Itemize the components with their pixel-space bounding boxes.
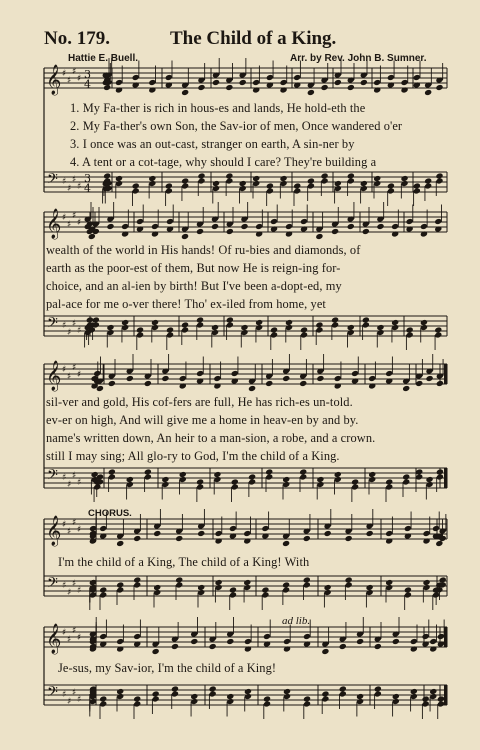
- system-2-treble-note: [106, 223, 114, 230]
- system-5-treble-note: [190, 638, 198, 645]
- system-3-key-signature: ♯: [62, 473, 67, 483]
- system-1-time-sig: 3: [84, 68, 91, 81]
- system-1-treble-note: [165, 81, 173, 88]
- system-3-treble-note: [334, 382, 342, 389]
- verse-2-line-3: ev-er on high, And will give me a home in heav-en by and by.: [46, 413, 359, 427]
- system-4-treble-note: [422, 537, 430, 544]
- verse-1-line-2: wealth of the world in His hands! Of ru-bies and diamonds, of: [46, 243, 361, 257]
- system-3-treble-note: [351, 377, 359, 384]
- system-2-key-signature: ♯: [77, 326, 82, 336]
- system-1-treble-note: [320, 84, 328, 91]
- system-3-treble-note: [368, 382, 376, 389]
- system-2-treble-note: [211, 223, 219, 230]
- system-4-key-signature: ♯: [62, 581, 67, 591]
- system-2-treble-note: [331, 228, 339, 235]
- system-3-treble-note: [385, 377, 393, 384]
- system-3-treble-note: [425, 375, 433, 382]
- system-3-final-bar: [444, 364, 447, 384]
- system-3-treble-note: [144, 380, 152, 387]
- system-2-key-signature: ♯: [72, 211, 77, 221]
- system-1-treble-note: [293, 81, 301, 88]
- system-2-treble-note: [376, 223, 384, 230]
- system-4-key-signature: ♯: [77, 525, 82, 535]
- system-5-bass-clef: 𝄢: [47, 684, 58, 704]
- system-1-treble-note: [400, 86, 408, 93]
- system-4-key-signature: ♯: [72, 518, 77, 528]
- system-5-treble-note: [244, 645, 252, 652]
- system-2-treble-clef: 𝄞: [46, 209, 62, 239]
- system-1-treble-note: [181, 89, 189, 96]
- system-1-treble-note: [225, 84, 233, 91]
- system-1-treble-note: [212, 79, 220, 86]
- system-5-treble-note: [392, 638, 400, 645]
- system-2-treble-note: [270, 225, 278, 232]
- system-5-treble-clef: 𝄞: [46, 624, 62, 654]
- system-2-treble-note: [285, 230, 293, 237]
- system-2-key-signature: ♯: [62, 321, 67, 331]
- system-5-treble-note: [303, 640, 311, 647]
- system-4-treble-note: [303, 535, 311, 542]
- system-2-treble-note: [166, 225, 174, 232]
- system-2-bass-clef: 𝄢: [47, 315, 58, 335]
- system-5-treble-note: [339, 643, 347, 650]
- chorus-marker: CHORUS.: [88, 508, 132, 519]
- system-4-treble-note: [197, 530, 205, 537]
- system-3-treble-note: [316, 375, 324, 382]
- system-2-treble-note: [347, 223, 355, 230]
- system-1-treble-note: [279, 86, 287, 93]
- system-1-key-signature: ♯: [67, 76, 72, 86]
- system-5-final-bar: [444, 685, 447, 705]
- system-1-treble-note: [387, 81, 395, 88]
- system-2-treble-note: [362, 228, 370, 235]
- system-2-treble-note: [420, 230, 428, 237]
- system-5-key-signature: ♯: [62, 690, 67, 700]
- system-2-key-signature: ♯: [62, 213, 67, 223]
- system-3-key-signature: ♯: [77, 370, 82, 380]
- system-4-treble-note: [153, 530, 161, 537]
- system-1-bass-clef: 𝄢: [47, 171, 58, 191]
- system-1-treble-note: [373, 86, 381, 93]
- system-4-key-signature: ♯: [72, 579, 77, 589]
- system-4-key-signature: ♯: [67, 527, 72, 537]
- system-1-treble-note: [424, 89, 432, 96]
- system-1-treble-note: [148, 86, 156, 93]
- system-1-treble-note: [132, 81, 140, 88]
- system-5-treble-note: [99, 640, 107, 647]
- system-2-key-signature: ♯: [72, 319, 77, 329]
- system-5-treble-note: [263, 640, 271, 647]
- system-1-key-signature: ♯: [77, 182, 82, 192]
- system-5-treble-note: [283, 645, 291, 652]
- system-3-key-signature: ♯: [72, 471, 77, 481]
- verse-3-line-3: name's written down, An heir to a man-sion, a robe, and a crown.: [46, 431, 376, 445]
- system-4-treble-note: [404, 532, 412, 539]
- system-3-treble-note: [231, 377, 239, 384]
- system-1-key-signature: ♯: [72, 67, 77, 77]
- system-1-key-signature: ♯: [67, 184, 72, 194]
- system-4-treble-clef: 𝄞: [46, 516, 62, 546]
- verse-2-line-2: earth as the poor-est of them, But now He is reign-ing for-: [46, 261, 341, 275]
- system-1-treble-note: [413, 81, 421, 88]
- system-1-time-sig: 4: [84, 182, 91, 195]
- system-4-key-signature: ♯: [62, 520, 67, 530]
- system-4-treble-note: [282, 540, 290, 547]
- hymn-number: No. 179.: [44, 28, 110, 49]
- system-5-treble-note: [422, 640, 430, 647]
- hymn-author: Hattie E. Buell.: [68, 53, 139, 64]
- system-3-key-signature: ♯: [77, 478, 82, 488]
- system-4-key-signature: ♯: [67, 588, 72, 598]
- system-5-treble-note: [116, 645, 124, 652]
- system-3-treble-note: [108, 380, 116, 387]
- system-4-treble-note: [366, 530, 374, 537]
- system-2-treble-note: [255, 230, 263, 237]
- system-3-treble-note: [299, 380, 307, 387]
- system-1-treble-clef: 𝄞: [46, 65, 62, 95]
- system-3-key-signature: ♯: [67, 480, 72, 490]
- system-4-key-signature: ♯: [77, 586, 82, 596]
- system-4-treble-note: [175, 535, 183, 542]
- system-3-treble-note: [248, 385, 256, 392]
- ad-lib-marking: ad lib.: [282, 615, 311, 627]
- system-4-treble-note: [385, 537, 393, 544]
- chorus-line-2: Je-sus, my Sav-ior, I'm the child of a King!: [58, 661, 277, 675]
- hymn-arranger: Arr. by Rev. John B. Sumner.: [290, 53, 427, 64]
- system-2-treble-note: [300, 225, 308, 232]
- system-2-treble-note: [406, 225, 414, 232]
- system-5-treble-note: [152, 648, 160, 655]
- system-5-key-signature: ♯: [72, 688, 77, 698]
- system-5-key-signature: ♯: [77, 633, 82, 643]
- system-4-treble-note: [116, 540, 124, 547]
- system-1-treble-note: [435, 84, 443, 91]
- system-2-treble-note: [196, 228, 204, 235]
- system-1-treble-note: [347, 84, 355, 91]
- system-1-treble-note: [197, 84, 205, 91]
- system-1-treble-note: [334, 79, 342, 86]
- system-4-treble-note: [261, 532, 269, 539]
- system-3-bass-clef: 𝄢: [47, 467, 58, 487]
- system-1-treble-note: [360, 79, 368, 86]
- system-3-treble-note: [265, 380, 273, 387]
- system-1-treble-note: [307, 89, 315, 96]
- system-2-treble-note: [240, 223, 248, 230]
- verse-2-line-1: 2. My Fa-ther's own Son, the Sav-ior of men, Once wandered o'er: [70, 119, 403, 133]
- system-5-treble-note: [437, 640, 445, 647]
- system-5-treble-note: [356, 638, 364, 645]
- system-5-treble-note: [410, 645, 418, 652]
- system-2-treble-note: [136, 225, 144, 232]
- system-4-bass-clef: 𝄢: [47, 575, 58, 595]
- system-2-treble-note: [121, 230, 129, 237]
- system-3-treble-clef: 𝄞: [46, 361, 62, 391]
- hymn-title: The Child of a King.: [170, 28, 337, 49]
- system-1-key-signature: ♯: [72, 175, 77, 185]
- system-5-treble-note: [321, 648, 329, 655]
- system-4-treble-note: [99, 532, 107, 539]
- system-2-treble-note: [226, 228, 234, 235]
- system-2-treble-note: [315, 233, 323, 240]
- verse-4-line-3: still I may sing; All glo-ry to God, I'm the child of a King.: [46, 449, 340, 463]
- system-2-treble-note: [434, 225, 442, 232]
- system-3-treble-note: [213, 382, 221, 389]
- chorus-line-1: I'm the child of a King, The child of a King! With: [58, 555, 310, 569]
- system-5-key-signature: ♯: [72, 626, 77, 636]
- system-5-key-signature: ♯: [67, 635, 72, 645]
- system-4-treble-note: [345, 535, 353, 542]
- system-1-treble-note: [266, 81, 274, 88]
- system-2-treble-note: [391, 230, 399, 237]
- system-5-treble-note: [429, 645, 437, 652]
- system-1-key-signature: ♯: [62, 177, 67, 187]
- system-3-treble-note: [179, 382, 187, 389]
- system-4-treble-note: [133, 535, 141, 542]
- system-3-treble-note: [126, 375, 134, 382]
- system-5-treble-note: [209, 643, 217, 650]
- system-2-key-signature: ♯: [77, 218, 82, 228]
- system-5-key-signature: ♯: [67, 697, 72, 707]
- verse-3-line-2: choice, and an al-ien by birth! But I've been a-dopt-ed, my: [46, 279, 342, 293]
- system-1-treble-note: [239, 79, 247, 86]
- system-3-treble-note: [196, 377, 204, 384]
- system-3-treble-note: [436, 380, 444, 387]
- system-4-treble-note: [243, 537, 251, 544]
- system-3-key-signature: ♯: [72, 363, 77, 373]
- system-5-treble-note: [226, 638, 234, 645]
- system-3-key-signature: ♯: [62, 365, 67, 375]
- system-1-time-sig: 4: [84, 78, 91, 91]
- verse-4-line-1: 4. A tent or a cot-tage, why should I care? They're building a: [70, 155, 377, 169]
- system-2-treble-note: [181, 233, 189, 240]
- system-5-key-signature: ♯: [62, 628, 67, 638]
- verse-4-line-2: pal-ace for me o-ver there! Tho' ex-iled from home, yet: [46, 297, 326, 311]
- system-1-treble-note: [252, 86, 260, 93]
- system-1-time-sig: 3: [84, 172, 91, 185]
- system-1-key-signature: ♯: [62, 69, 67, 79]
- system-3-treble-note: [402, 385, 410, 392]
- verse-3-line-1: 3. I once was an out-cast, stranger on earth, A sin-ner by: [70, 137, 355, 151]
- system-4-treble-note: [215, 537, 223, 544]
- system-5-treble-note: [171, 643, 179, 650]
- system-4-treble-note: [229, 532, 237, 539]
- system-3-treble-note: [161, 375, 169, 382]
- system-5-treble-note: [374, 643, 382, 650]
- system-5-key-signature: ♯: [77, 695, 82, 705]
- system-4-treble-note: [324, 530, 332, 537]
- system-2-key-signature: ♯: [67, 328, 72, 338]
- verse-1-line-1: 1. My Fa-ther is rich in hous-es and lands, He hold-eth the: [70, 101, 366, 115]
- system-1-treble-note: [115, 86, 123, 93]
- verse-1-line-3: sil-ver and gold, His cof-fers are full, He has rich-es un-told.: [46, 395, 353, 409]
- system-2-key-signature: ♯: [67, 220, 72, 230]
- system-3-final-bar: [444, 468, 447, 488]
- system-3-treble-note: [282, 375, 290, 382]
- system-2-treble-note: [151, 230, 159, 237]
- system-1-key-signature: ♯: [77, 74, 82, 84]
- system-5-treble-note: [133, 640, 141, 647]
- system-3-key-signature: ♯: [67, 372, 72, 382]
